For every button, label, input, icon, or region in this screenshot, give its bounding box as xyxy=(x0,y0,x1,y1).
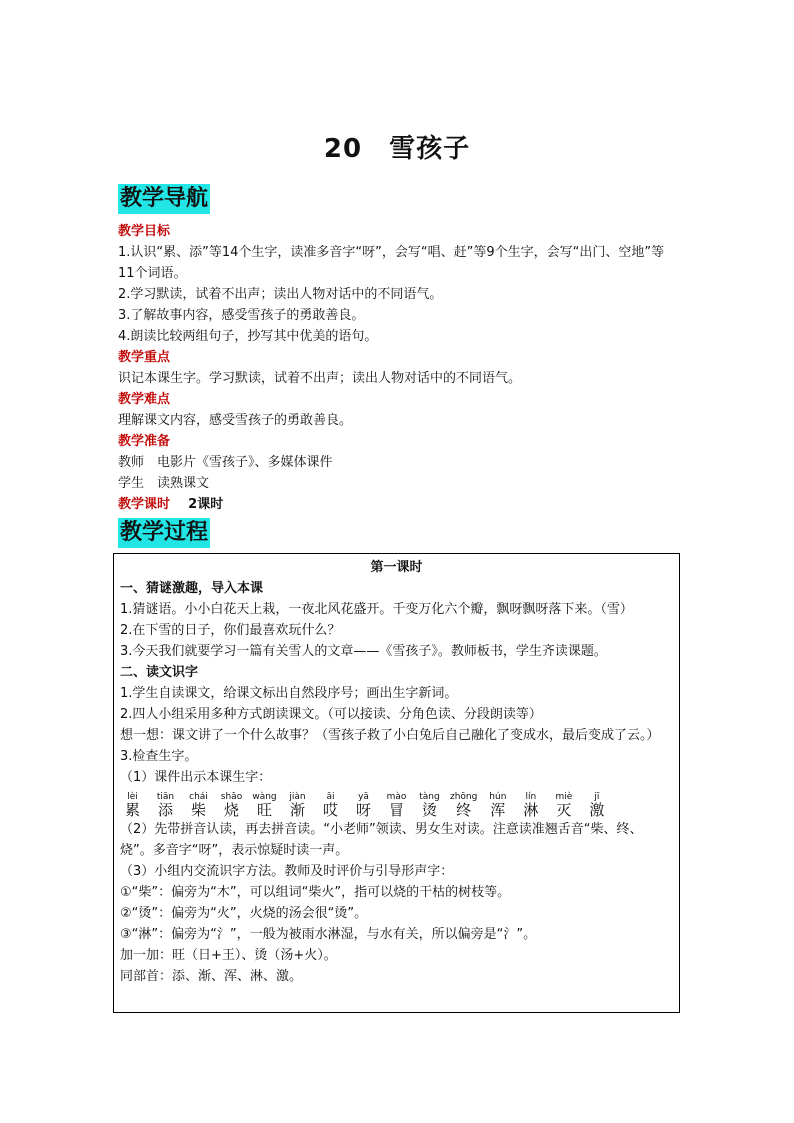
pinyin-text: jiàn xyxy=(289,792,306,802)
pinyin-character-row xyxy=(120,792,673,819)
hanzi-text: 灭 xyxy=(556,801,572,819)
pinyin-text: yā xyxy=(358,792,369,802)
difficulty-text: 理解课文内容，感受雪孩子的勇敢善良。 xyxy=(118,413,353,428)
part2b-item: 加一加：旺（日+王）、烫（汤+火）。 xyxy=(120,948,337,963)
pinyin-cell xyxy=(485,792,510,819)
part2-title: 二、读文识字 xyxy=(120,665,199,680)
part1-item: 1.猜谜语。小小白花天上栽，一夜北风花盛开。千变万化六个瓣，飘呀飘呀落下来。（雪） xyxy=(120,602,633,617)
pinyin-text: āi xyxy=(326,792,335,802)
pinyin-cell xyxy=(120,792,145,819)
pinyin-text: tàng xyxy=(419,792,440,802)
pinyin-cell xyxy=(384,792,409,819)
preparation-label: 教学准备 xyxy=(118,434,171,449)
part2b-item: ②“烫”：偏旁为“火”，火烧的汤会很“烫”。 xyxy=(120,906,368,921)
goal-item: 3.了解故事内容，感受雪孩子的勇敢善良。 xyxy=(118,308,365,323)
hanzi-text: 哎 xyxy=(322,801,338,819)
part2b-item: ③“淋”：偏旁为“氵”，一般为被雨水淋湿，与水有关，所以偏旁是“氵”。 xyxy=(120,927,537,942)
hanzi-text: 旺 xyxy=(256,801,272,819)
pinyin-text: wàng xyxy=(252,792,277,802)
key-text: 识记本课生字。学习默读，试着不出声；读出人物对话中的不同语气。 xyxy=(118,371,522,386)
part2b-item: 同部首：添、渐、浑、淋、激。 xyxy=(120,969,303,984)
hanzi-text: 终 xyxy=(456,801,472,819)
part2b-item: ①“柴”：偏旁为“木”，可以组词“柴火”，指可以烧的干枯的树枝等。 xyxy=(120,885,511,900)
page-title: 20 雪孩子 xyxy=(323,134,471,164)
hanzi-text: 浑 xyxy=(490,801,506,819)
hanzi-text: 累 xyxy=(124,801,140,819)
hanzi-text: 激 xyxy=(589,801,605,819)
difficulty-label: 教学难点 xyxy=(118,392,171,407)
hanzi-text: 呀 xyxy=(355,801,371,819)
part2b-item: （2）先带拼音认读，再去拼音读。“小老师”领读、男女生对读。注意读准翘舌音“柴、终、烧”。多音字“呀”，表示惊疑时读一声。 xyxy=(120,822,643,858)
preparation-teacher: 教师 电影片《雪孩子》、多媒体课件 xyxy=(118,455,333,470)
pinyin-cell xyxy=(417,792,442,819)
pinyin-cell xyxy=(518,792,543,819)
pinyin-text: zhōng xyxy=(450,792,478,802)
pinyin-cell xyxy=(252,792,277,819)
pinyin-text: hún xyxy=(489,792,507,802)
goals-label: 教学目标 xyxy=(118,224,171,239)
goal-item: 1.认识“累、添”等14个生字，读准多音字“呀”，会写“唱、赶”等9个生字，会写“出门、空地”等11个词语。 xyxy=(118,245,665,281)
pinyin-cell xyxy=(351,792,376,819)
pinyin-cell xyxy=(450,792,477,819)
part2-item: 1.学生自读课文，给课文标出自然段序号；画出生字新词。 xyxy=(120,686,458,701)
part2-item: 3.检查生字。 xyxy=(120,749,198,764)
key-label: 教学重点 xyxy=(118,350,171,365)
goal-item: 2.学习默读，试着不出声；读出人物对话中的不同语气。 xyxy=(118,287,443,302)
pinyin-text: lèi xyxy=(127,792,138,802)
section-heading-navigation: 教学导航 xyxy=(118,184,210,214)
hours-line xyxy=(118,494,680,515)
part2-item: 想一想：课文讲了一个什么故事？（雪孩子救了小白兔后自己融化了变成水，最后变成了云。） xyxy=(120,728,660,743)
hanzi-text: 淋 xyxy=(523,801,539,819)
pinyin-text: lín xyxy=(525,792,537,802)
pinyin-cell xyxy=(153,792,178,819)
hanzi-text: 渐 xyxy=(289,801,305,819)
pinyin-text: jī xyxy=(594,792,600,802)
part1-item: 3.今天我们就要学习一篇有关雪人的文章——《雪孩子》。教师板书，学生齐读课题。 xyxy=(120,644,607,659)
pinyin-text: tiān xyxy=(156,792,175,802)
pinyin-cell xyxy=(318,792,343,819)
part1-title: 一、猜谜激趣，导入本课 xyxy=(120,581,264,596)
pinyin-text: miè xyxy=(555,792,573,802)
pinyin-cell xyxy=(186,792,211,819)
goal-item: 4.朗读比较两组句子，抄写其中优美的语句。 xyxy=(118,329,378,344)
hanzi-text: 添 xyxy=(157,801,173,819)
teaching-navigation-body xyxy=(118,221,680,515)
hours-value: 2课时 xyxy=(188,497,224,512)
pinyin-cell xyxy=(285,792,310,819)
pinyin-text: chái xyxy=(189,792,208,802)
pinyin-cell xyxy=(551,792,576,819)
hanzi-text: 烧 xyxy=(223,801,239,819)
section-heading-process: 教学过程 xyxy=(118,518,210,548)
pinyin-cell xyxy=(584,792,609,819)
pinyin-text: shāo xyxy=(220,792,243,802)
pinyin-cell xyxy=(219,792,244,819)
lesson-heading: 第一课时 xyxy=(370,560,423,575)
part1-item: 2.在下雪的日子，你们最喜欢玩什么？ xyxy=(120,623,341,638)
part2-item: 2.四人小组采用多种方式朗读课文。（可以接读、分角色读、分段朗读等） xyxy=(120,707,542,722)
preparation-student: 学生 读熟课文 xyxy=(118,476,210,491)
pinyin-text: mào xyxy=(386,792,407,802)
hours-label: 教学课时 xyxy=(118,497,171,512)
hanzi-text: 冒 xyxy=(388,801,404,819)
part2b-item: （3）小组内交流识字方法。教师及时评价与引导形声字： xyxy=(120,864,454,879)
lesson-box xyxy=(113,553,680,1013)
hanzi-text: 柴 xyxy=(190,801,206,819)
hanzi-text: 烫 xyxy=(421,801,437,819)
part2-item: （1）课件出示本课生字： xyxy=(120,770,272,785)
